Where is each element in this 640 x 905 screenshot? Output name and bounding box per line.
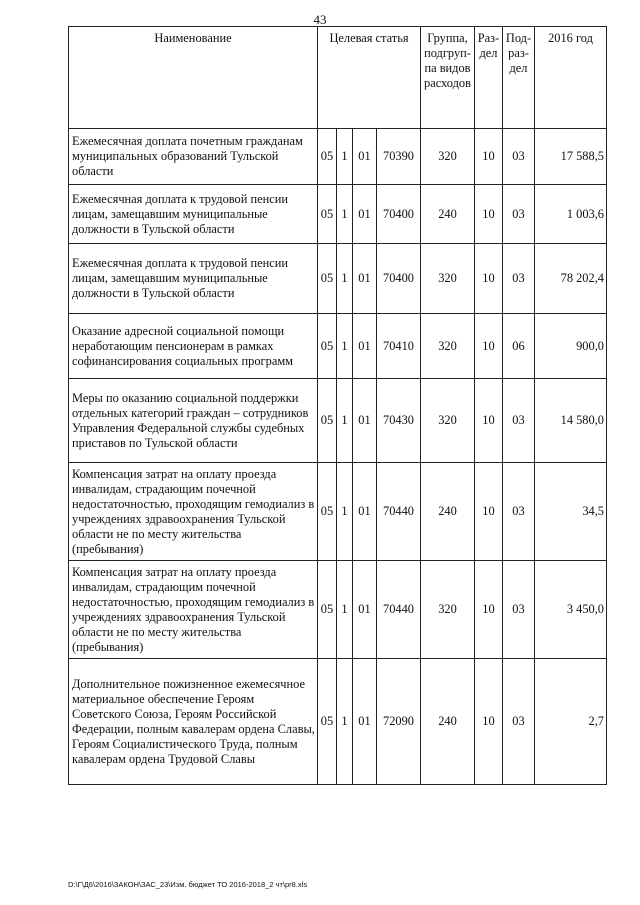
row-code-2: 1 bbox=[337, 561, 353, 659]
row-code-1: 05 bbox=[318, 129, 337, 185]
row-section: 10 bbox=[475, 244, 503, 314]
row-code-1: 05 bbox=[318, 185, 337, 244]
row-code-3: 01 bbox=[353, 244, 377, 314]
table-row bbox=[69, 561, 607, 659]
row-code-4: 70440 bbox=[377, 561, 421, 659]
row-subsection: 03 bbox=[503, 185, 535, 244]
row-group: 320 bbox=[421, 561, 475, 659]
row-code-4: 70400 bbox=[377, 185, 421, 244]
row-code-4: 70430 bbox=[377, 379, 421, 463]
row-code-2: 1 bbox=[337, 244, 353, 314]
row-subsection: 03 bbox=[503, 129, 535, 185]
row-section: 10 bbox=[475, 561, 503, 659]
row-name: Дополнительное пожизненное ежемесячное материальное обеспечение Героям Советского Союза, Героям Российской Федерации, полным кавалерам ордена Славы, Героям Социалистического Труда, полным кавалерам ордена Трудовой Славы bbox=[69, 659, 318, 785]
row-code-1: 05 bbox=[318, 659, 337, 785]
table-row bbox=[69, 185, 607, 244]
row-name: Меры по оказанию социальной поддержки отдельных категорий граждан – сотрудников Управления Федеральной службы судебных приставов по Тульской области bbox=[69, 379, 318, 463]
row-code-3: 01 bbox=[353, 659, 377, 785]
row-name: Ежемесячная доплата к трудовой пенсии лицам, замещавшим муниципальные должности в Тульской области bbox=[69, 185, 318, 244]
row-code-1: 05 bbox=[318, 379, 337, 463]
row-name: Оказание адресной социальной помощи неработающим пенсионерам в рамках софинансирования социальных программ bbox=[69, 314, 318, 379]
row-section: 10 bbox=[475, 314, 503, 379]
row-code-1: 05 bbox=[318, 561, 337, 659]
table-row bbox=[69, 463, 607, 561]
row-name: Компенсация затрат на оплату проезда инвалидам, страдающим почечной недостаточностью, проходящим гемодиализ в учреждениях здравоохранения Тульской области не по месту жительства (пребывания) bbox=[69, 561, 318, 659]
row-code-2: 1 bbox=[337, 379, 353, 463]
row-code-4: 70400 bbox=[377, 244, 421, 314]
file-path-footer: D:\Г\Д6\2016\ЗАКОН\ЗАС_23\Изм. бюджет ТО 2016-2018_2 чт\pr8.xls bbox=[68, 880, 308, 889]
row-code-1: 05 bbox=[318, 463, 337, 561]
row-section: 10 bbox=[475, 129, 503, 185]
row-group: 320 bbox=[421, 379, 475, 463]
row-amount: 3 450,0 bbox=[535, 561, 607, 659]
row-code-1: 05 bbox=[318, 244, 337, 314]
header-target: Целевая статья bbox=[318, 27, 421, 129]
row-subsection: 03 bbox=[503, 244, 535, 314]
row-code-3: 01 bbox=[353, 185, 377, 244]
row-amount: 1 003,6 bbox=[535, 185, 607, 244]
row-code-1: 05 bbox=[318, 314, 337, 379]
row-code-2: 1 bbox=[337, 463, 353, 561]
row-subsection: 03 bbox=[503, 463, 535, 561]
row-group: 240 bbox=[421, 659, 475, 785]
row-group: 240 bbox=[421, 185, 475, 244]
row-amount: 34,5 bbox=[535, 463, 607, 561]
row-code-4: 70410 bbox=[377, 314, 421, 379]
row-amount: 78 202,4 bbox=[535, 244, 607, 314]
row-name: Компенсация затрат на оплату проезда инвалидам, страдающим почечной недостаточностью, проходящим гемодиализ в учреждениях здравоохранения Тульской области не по месту жительства (пребывания) bbox=[69, 463, 318, 561]
page-number: 43 bbox=[313, 12, 327, 27]
row-subsection: 03 bbox=[503, 379, 535, 463]
row-group: 320 bbox=[421, 129, 475, 185]
row-group: 320 bbox=[421, 244, 475, 314]
row-section: 10 bbox=[475, 463, 503, 561]
header-name: Наименование bbox=[69, 27, 318, 129]
row-code-2: 1 bbox=[337, 314, 353, 379]
header-year: 2016 год bbox=[535, 27, 607, 129]
row-code-2: 1 bbox=[337, 659, 353, 785]
row-group: 320 bbox=[421, 314, 475, 379]
header-group: Группа, подгруп-па видов расходов bbox=[421, 27, 475, 129]
row-code-4: 72090 bbox=[377, 659, 421, 785]
row-amount: 17 588,5 bbox=[535, 129, 607, 185]
header-subsection: Под-раз-дел bbox=[503, 27, 535, 129]
row-code-2: 1 bbox=[337, 129, 353, 185]
row-subsection: 06 bbox=[503, 314, 535, 379]
row-code-3: 01 bbox=[353, 314, 377, 379]
row-section: 10 bbox=[475, 379, 503, 463]
table-row bbox=[69, 314, 607, 379]
row-code-3: 01 bbox=[353, 561, 377, 659]
table-header-row bbox=[69, 27, 607, 129]
header-section: Раз-дел bbox=[475, 27, 503, 129]
row-section: 10 bbox=[475, 185, 503, 244]
table-row bbox=[69, 129, 607, 185]
row-amount: 900,0 bbox=[535, 314, 607, 379]
row-amount: 14 580,0 bbox=[535, 379, 607, 463]
row-name: Ежемесячная доплата к трудовой пенсии лицам, замещавшим муниципальные должности в Тульской области bbox=[69, 244, 318, 314]
row-subsection: 03 bbox=[503, 561, 535, 659]
row-group: 240 bbox=[421, 463, 475, 561]
table-row bbox=[69, 659, 607, 785]
row-code-3: 01 bbox=[353, 379, 377, 463]
row-code-4: 70440 bbox=[377, 463, 421, 561]
row-code-2: 1 bbox=[337, 185, 353, 244]
row-section: 10 bbox=[475, 659, 503, 785]
row-code-4: 70390 bbox=[377, 129, 421, 185]
row-code-3: 01 bbox=[353, 463, 377, 561]
row-name: Ежемесячная доплата почетным гражданам муниципальных образований Тульской области bbox=[69, 129, 318, 185]
row-code-3: 01 bbox=[353, 129, 377, 185]
table-row bbox=[69, 379, 607, 463]
row-subsection: 03 bbox=[503, 659, 535, 785]
row-amount: 2,7 bbox=[535, 659, 607, 785]
budget-table bbox=[68, 26, 607, 785]
table-row bbox=[69, 244, 607, 314]
